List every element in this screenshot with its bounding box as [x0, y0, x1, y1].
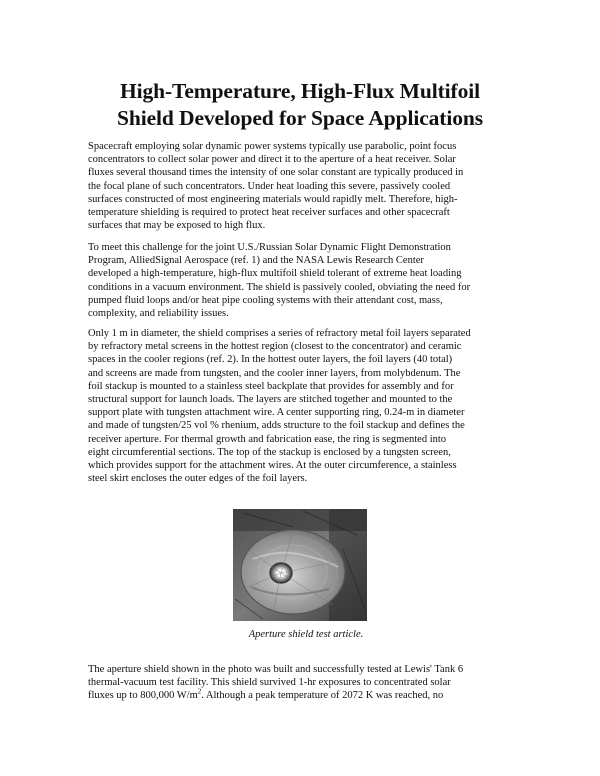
test-results-paragraph	[88, 663, 524, 703]
page-title	[60, 78, 540, 132]
text-line: conditions in a vacuum environment. The shield is passively cooled, obviating the need for	[88, 281, 471, 293]
figure-caption: Aperture shield test article.	[248, 629, 364, 640]
construction-paragraph	[88, 327, 524, 485]
aperture-shield-photo	[233, 509, 367, 621]
text-line: and made of tungsten/25 vol % rhenium, adds structure to the foil stackup and defines the	[88, 420, 465, 432]
text-line: Only 1 m in diameter, the shield comprises a series of refractory metal foil layers separated	[88, 328, 471, 339]
text-line: pumped fluid loops and/or heat pipe cooling systems with their attendant cost, mass,	[88, 294, 443, 306]
text-line: surfaces constructed of most engineering materials would rapidly melt. Therefore, high-	[88, 193, 458, 205]
text-line: temperature shielding is required to protect heat receiver surfaces and other spacecraft	[88, 207, 450, 219]
text-line: steel skirt encloses the outer edges of the foil layers.	[88, 473, 308, 485]
superscript: 2	[197, 687, 202, 696]
text-fragment: . Although a peak temperature of 2072 K was reached, no	[201, 690, 444, 702]
text-line: structural support for launch loads. The layers are stitched together and mounted to the	[88, 394, 453, 406]
text-line: Spacecraft employing solar dynamic power systems typically use parabolic, point focus	[88, 141, 457, 152]
text-line: support plate with tungsten attachment wire. A center supporting ring, 0.24-m in diameter	[88, 407, 465, 419]
text-line: receiver aperture. For thermal growth and fabrication ease, the ring is segmented into	[88, 433, 447, 445]
text-line: the focal plane of such concentrators. Under heat loading this severe, passively cooled	[88, 180, 451, 192]
text-line: The aperture shield shown in the photo was built and successfully tested at Lewis' Tank 6	[88, 664, 464, 675]
text-line: To meet this challenge for the joint U.S./Russian Solar Dynamic Flight Demonstration	[88, 242, 451, 253]
intro-paragraph	[88, 140, 524, 232]
text-line: foil stackup is mounted to a stainless steel backplate that provides for assembly and for	[88, 380, 454, 392]
text-line: developed a high-temperature, high-flux multifoil shield tolerant of extreme heat loading	[88, 268, 462, 280]
text-line: which provides support for the attachment wires. At the outer circumference, a stainless	[88, 460, 457, 472]
text-line: thermal-vacuum test facility. This shield survived 1-hr exposures to concentrated solar	[88, 677, 451, 689]
text-line: spaces in the cooler regions (ref. 2). In the hottest outer layers, the foil layers (40 total)	[88, 354, 453, 366]
text-line	[88, 689, 524, 702]
text-line: Program, AlliedSignal Aerospace (ref. 1) and the NASA Lewis Research Center	[88, 255, 424, 267]
text-line: and screens are made from tungsten, and the cooler inner layers, from molybdenum. The	[88, 367, 461, 379]
shield-photo-graphic	[233, 509, 367, 621]
text-fragment: fluxes up to 800,000 W/m	[88, 690, 198, 702]
text-line: concentrators to collect solar power and direct it to the aperture of a heat receiver. Solar	[88, 154, 456, 166]
text-line: by refractory metal screens in the hottest region (closest to the concentrator) and ceramic	[88, 341, 462, 353]
challenge-paragraph	[88, 241, 524, 320]
title-line: High-Temperature, High-Flux Multifoil	[119, 79, 480, 103]
text-line: eight circumferential sections. The top of the stackup is enclosed by a tungsten screen,	[88, 446, 451, 458]
text-line: fluxes several thousand times the intensity of one solar constant are typically produced in	[88, 167, 464, 179]
title-line: Shield Developed for Space Applications	[116, 106, 484, 130]
text-line: complexity, and reliability issues.	[88, 308, 229, 320]
text-line: surfaces that may be exposed to high flux.	[88, 220, 266, 232]
